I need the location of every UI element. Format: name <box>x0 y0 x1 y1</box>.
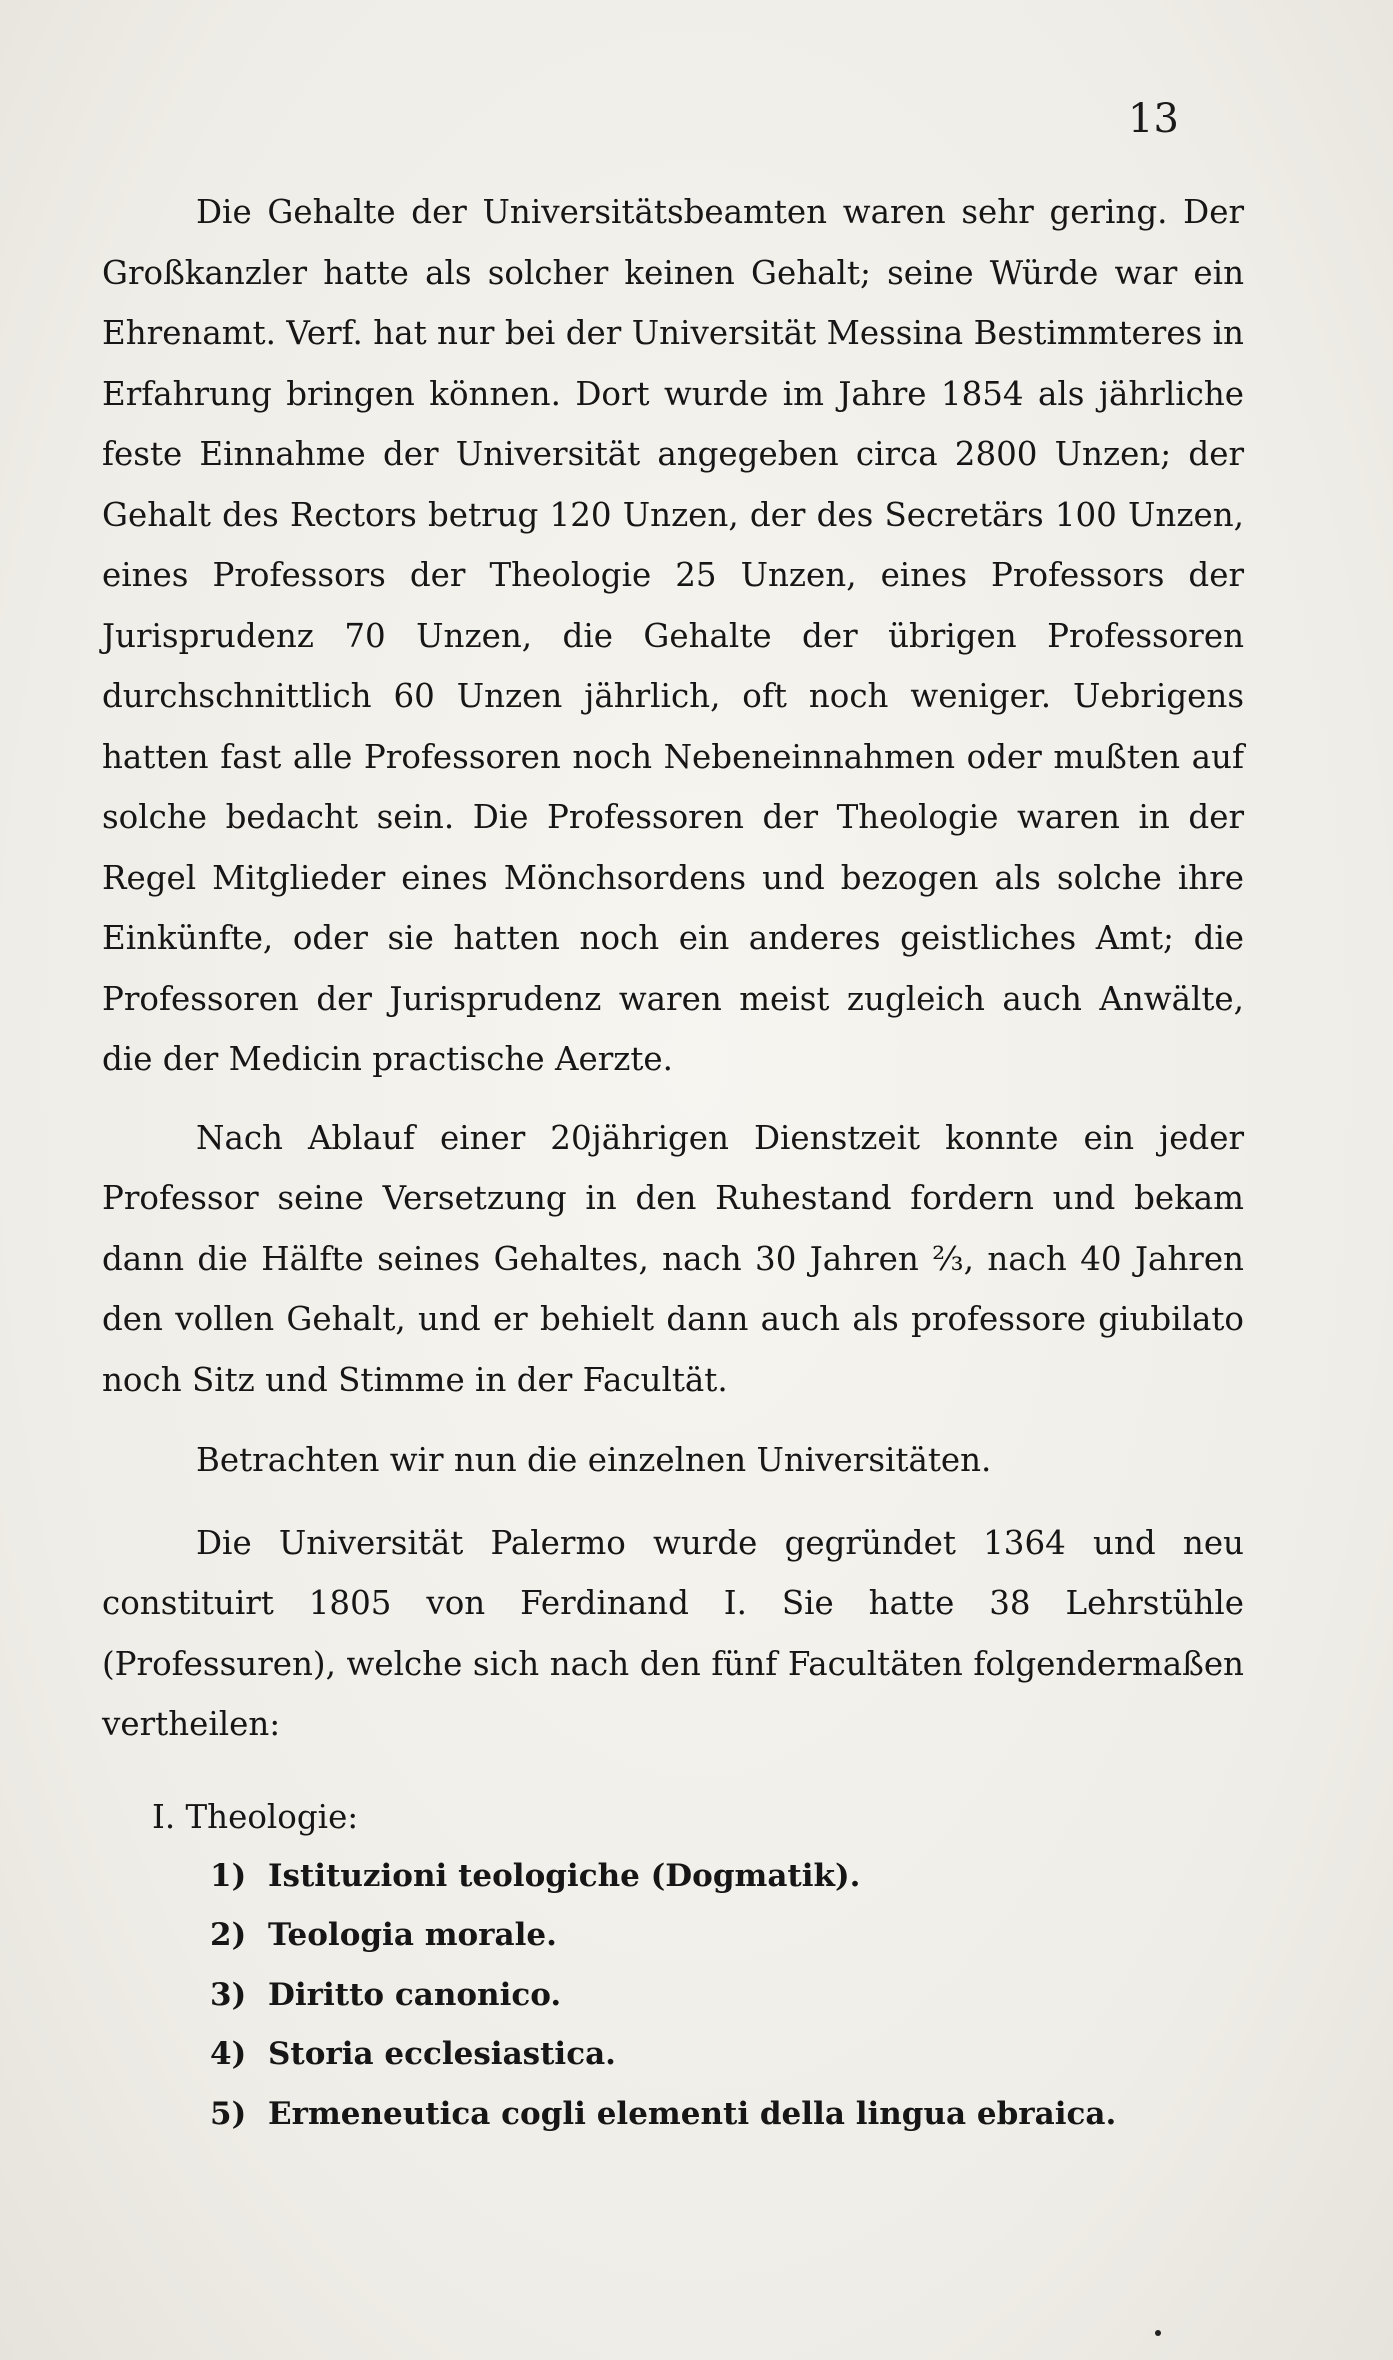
faculty-heading: I. Theologie: <box>152 1797 359 1836</box>
chair-list <box>102 1847 1244 2145</box>
list-item-number: 2) <box>210 1917 247 1953</box>
list-item-title: Teologia morale. <box>268 1917 557 1953</box>
list-item <box>210 1966 1244 2026</box>
list-item <box>210 2085 1244 2145</box>
list-item-number: 3) <box>210 1976 247 2013</box>
body-text <box>102 182 1244 2144</box>
list-item-title: Ermeneutica cogli elementi della lingua ebraica. <box>268 2095 1117 2132</box>
list-item-title: Istituzioni teologiche (Dogmatik). <box>268 1857 861 1894</box>
list-item-title: Storia ecclesiastica. <box>268 2036 616 2072</box>
page-number: 13 <box>1128 96 1179 142</box>
list-item-title: Diritto canonico. <box>268 1976 562 2013</box>
list-item <box>210 2025 1244 2085</box>
list-item-number: 4) <box>210 2036 247 2072</box>
paragraph-retirement: Nach Ablauf einer 20jährigen Dienstzeit konnte ein jeder Professor seine Versetzung in den Ruhestand fordern und bekam dann die Hälfte seines Gehaltes, nach 30 Jahren ⅔, nach 40 Jahren den vollen Gehalt, und er behielt dann auch als professore giubilato noch Sitz und Stimme in der Facultät. <box>102 1118 1244 1399</box>
paragraph-salaries: Die Gehalte der Universitätsbeamten waren sehr gering. Der Großkanzler hatte als solcher keinen Gehalt; seine Würde war ein Ehrenamt. Verf. hat nur bei der Universität Messina Bestimmteres in Erfahrung bringen können. Dort wurde im Jahre 1854 als jährliche feste Einnahme der Universität angegeben circa 2800 Unzen; der Gehalt des Rectors betrug 120 Unzen, der des Secretärs 100 Unzen, eines Professors der Theologie 25 Unzen, eines Professors der Jurisprudenz 70 Unzen, die Gehalte der übrigen Professoren durchschnittlich 60 Unzen jährlich, oft noch weniger. Uebrigens hatten fast alle Professoren noch Nebeneinnahmen oder mußten auf solche bedacht sein. Die Professoren der Theologie waren in der Regel Mitglieder eines Mönchsordens und bezogen als solche ihre Einkünfte, oder sie hatten noch ein anderes geistliches Amt; die Professoren der Jurisprudenz waren meist zugleich auch Anwälte, die der Medicin practische Aerzte. <box>102 193 1244 1078</box>
list-item-number: 5) <box>210 2095 247 2132</box>
paragraph-transition: Betrachten wir nun die einzelnen Universitäten. <box>196 1441 992 1479</box>
ink-speck <box>1155 2330 1161 2336</box>
paragraph-palermo: Die Universität Palermo wurde gegründet 1364 und neu constituirt 1805 von Ferdinand I. Sie hatte 38 Lehrstühle (Professuren), welche sich nach den fünf Facultäten folgendermaßen vertheilen: <box>102 1523 1244 1743</box>
list-item-number: 1) <box>210 1857 247 1894</box>
list-item <box>210 1847 1244 1907</box>
list-item <box>210 1906 1244 1966</box>
